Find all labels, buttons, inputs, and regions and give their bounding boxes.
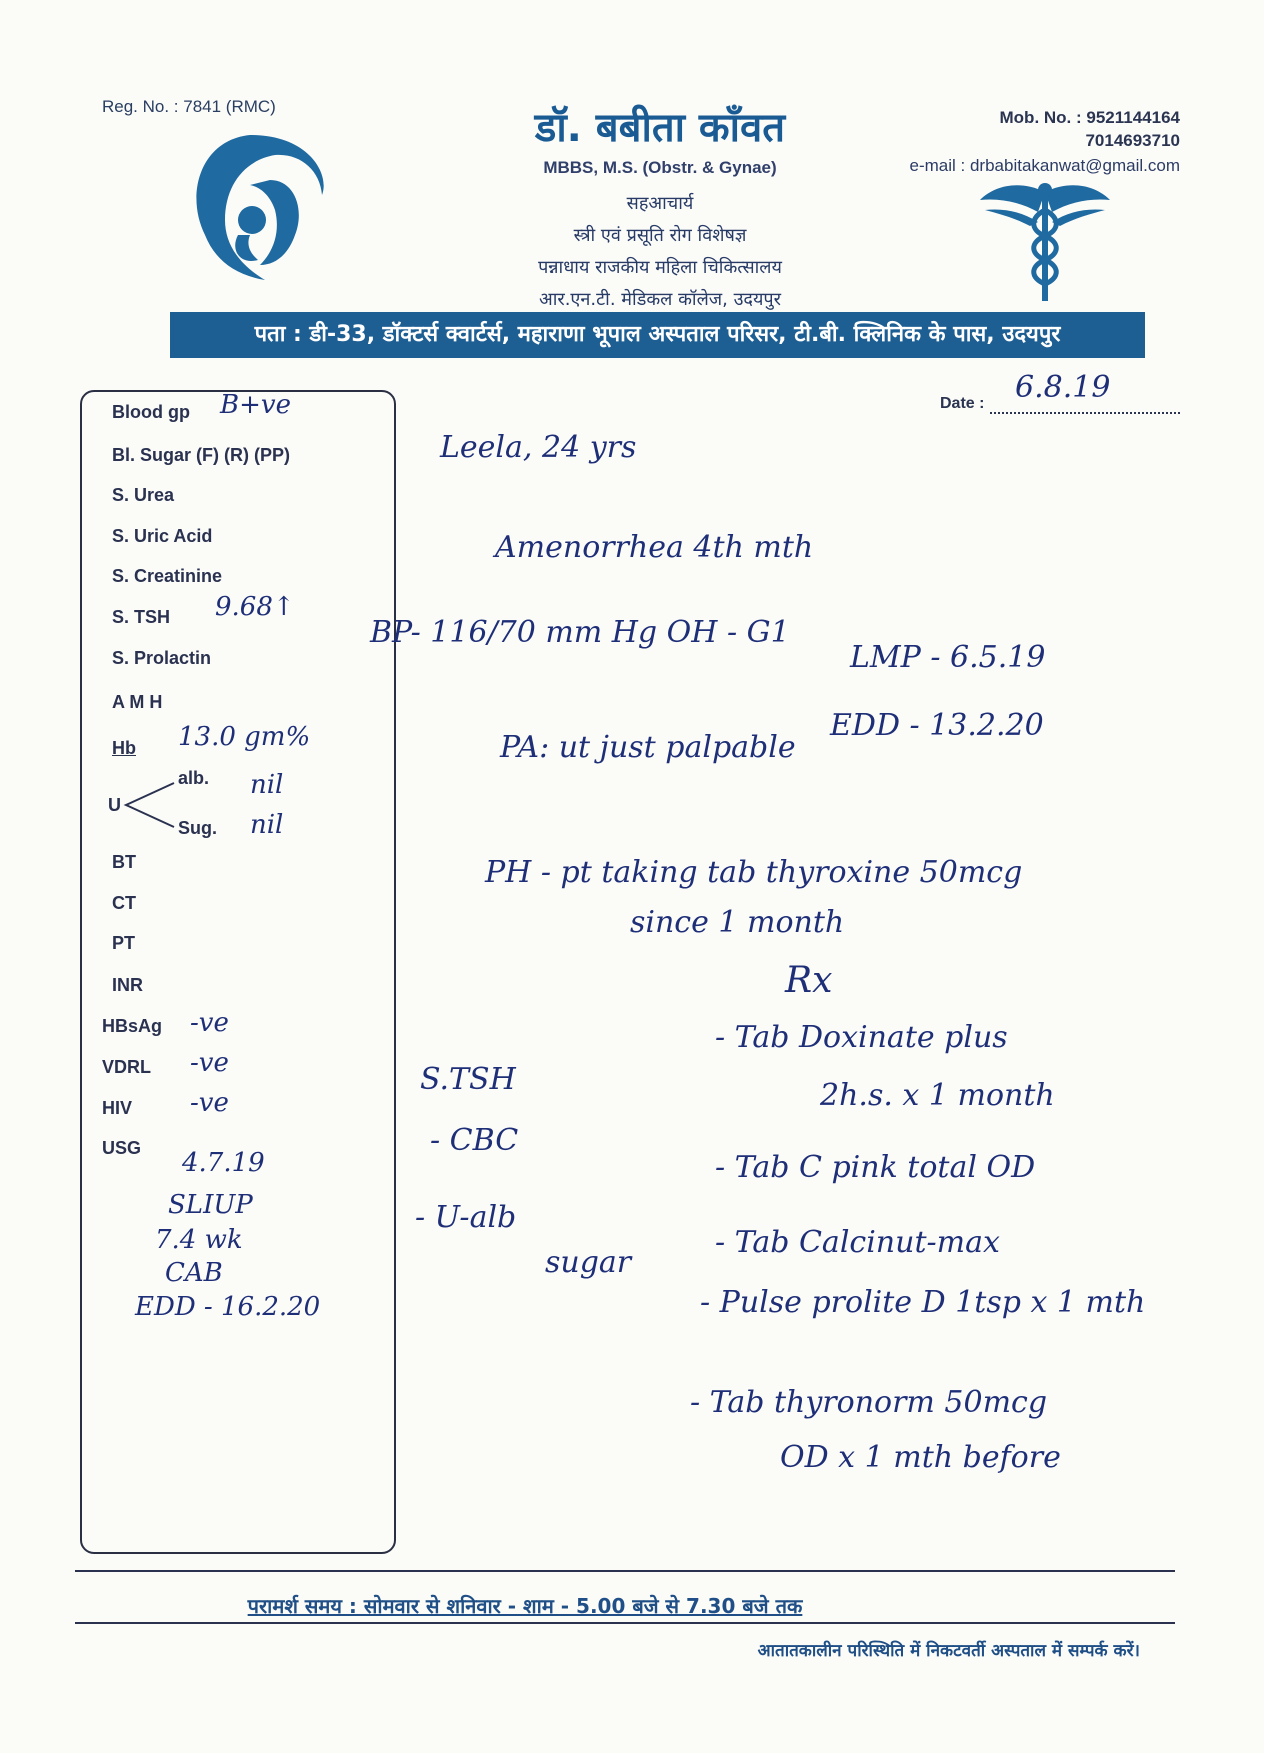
complaint: Amenorrhea 4th mth — [495, 530, 814, 565]
lab-label-urea: S. Urea — [112, 485, 175, 505]
urine-sugar-value: nil — [250, 810, 284, 840]
lab-label-ct: CT — [112, 893, 136, 913]
lab-label-prolactin: S. Prolactin — [112, 648, 212, 668]
caduceus-icon — [980, 180, 1110, 305]
lab-label-bt: BT — [112, 852, 136, 872]
urine-albumin-value: nil — [250, 770, 284, 800]
mobile-number: Mob. No. : 9521144164 — [999, 108, 1180, 127]
lab-label-hbsag: HBsAg — [102, 1016, 163, 1036]
lmp: LMP - 6.5.19 — [850, 640, 1046, 675]
email: e-mail : drbabitakanwat@gmail.com — [909, 156, 1180, 175]
vdrl-value: -ve — [190, 1048, 229, 1078]
footer-divider-2 — [75, 1622, 1175, 1624]
lab-label-sugar: Sug. — [178, 818, 217, 838]
usg-finding-2: 7.4 wk — [155, 1225, 243, 1255]
hb-value: 13.0 gm% — [178, 722, 311, 752]
lab-label-usg: USG — [102, 1138, 142, 1158]
lab-label-blood-sugar: Bl. Sugar (F) (R) (PP) — [112, 445, 290, 465]
lab-label-amh: A M H — [112, 692, 163, 712]
investigation-tsh: S.TSH — [420, 1062, 516, 1097]
urine-bracket — [122, 775, 182, 835]
rx-thyronorm-dose: OD x 1 mth before — [780, 1440, 1061, 1475]
designation-line: सहआचार्य — [626, 193, 694, 214]
investigation-urine: - U-alb — [415, 1200, 517, 1235]
designation-line: स्त्री एवं प्रसूति रोग विशेषज्ञ — [573, 225, 747, 246]
emergency-note: आतातकालीन परिस्थिति में निकटवर्ती अस्पताल में सम्पर्क करें। — [757, 1641, 1140, 1661]
bp-obstetric-history: BP- 116/70 mm Hg OH - G1 — [370, 615, 790, 650]
lab-label-hiv: HIV — [102, 1098, 133, 1118]
lab-label-creatinine: S. Creatinine — [112, 566, 223, 586]
registration-number: Reg. No. : 7841 (RMC) — [102, 97, 276, 116]
usg-finding-1: SLIUP — [168, 1190, 253, 1220]
designation-line: आर.एन.टी. मेडिकल कॉलेज, उदयपुर — [538, 289, 782, 310]
lab-label-tsh: S. TSH — [112, 607, 171, 627]
patient-name-age: Leela, 24 yrs — [440, 430, 637, 465]
lab-label-urine: U — [108, 795, 121, 815]
past-history-duration: since 1 month — [630, 905, 845, 940]
footer-divider — [75, 1570, 1175, 1572]
date-value: 6.8.19 — [1015, 370, 1111, 405]
consultation-timing: परामर्श समय : सोमवार से शनिवार - शाम - 5.00 बजे से 7.30 बजे तक — [247, 1594, 803, 1618]
usg-finding-3: CAB — [165, 1258, 223, 1288]
rx-doxinate: - Tab Doxinate plus — [715, 1020, 1008, 1055]
usg-date: 4.7.19 — [182, 1148, 265, 1178]
usg-edd: EDD - 16.2.20 — [135, 1292, 321, 1322]
mobile-number-2: 7014693710 — [1085, 131, 1180, 150]
past-history: PH - pt taking tab thyroxine 50mcg — [485, 855, 1023, 890]
per-abdomen: PA: ut just palpable — [500, 730, 796, 765]
blood-group-value: B+ve — [220, 390, 291, 420]
lab-label-blood-group: Blood gp — [112, 402, 190, 422]
doctor-degree: MBBS, M.S. (Obstr. & Gynae) — [543, 158, 777, 177]
hbsag-value: -ve — [190, 1008, 229, 1038]
edd: EDD - 13.2.20 — [830, 708, 1044, 743]
mother-child-logo-icon — [180, 125, 330, 295]
rx-calcinut: - Tab Calcinut-max — [715, 1225, 1000, 1260]
lab-label-albumin: alb. — [178, 768, 210, 788]
investigation-cbc: - CBC — [430, 1123, 519, 1158]
lab-label-hb: Hb — [112, 738, 136, 758]
rx-c-pink: - Tab C pink total OD — [715, 1150, 1036, 1185]
date-label: Date : — [940, 395, 985, 412]
designation-line: पन्नाधाय राजकीय महिला चिकित्सालय — [538, 257, 782, 278]
designation — [470, 188, 850, 316]
lab-results-panel — [80, 390, 396, 1554]
lab-label-inr: INR — [112, 975, 143, 995]
rx-symbol: Rx — [785, 960, 833, 1001]
lab-label-uric-acid: S. Uric Acid — [112, 526, 213, 546]
tsh-value: 9.68↑ — [215, 592, 295, 622]
investigation-urine-sugar: sugar — [545, 1245, 632, 1280]
hiv-value: -ve — [190, 1088, 229, 1118]
lab-label-vdrl: VDRL — [102, 1057, 151, 1077]
lab-label-pt: PT — [112, 933, 136, 953]
doctor-name: डॉ. बबीता काँवत — [534, 105, 786, 151]
mobile-numbers — [860, 106, 1180, 152]
rx-prolite: - Pulse prolite D 1tsp x 1 mth — [700, 1285, 1146, 1320]
address-banner: पता : डी-33, डॉक्टर्स क्वार्टर्स, महाराणा भूपाल अस्पताल परिसर, टी.बी. क्लिनिक के पास, उदयपुर — [170, 312, 1145, 358]
rx-thyronorm: - Tab thyronorm 50mcg — [690, 1385, 1048, 1420]
date-line — [990, 412, 1180, 414]
rx-doxinate-dose: 2h.s. x 1 month — [820, 1078, 1055, 1113]
